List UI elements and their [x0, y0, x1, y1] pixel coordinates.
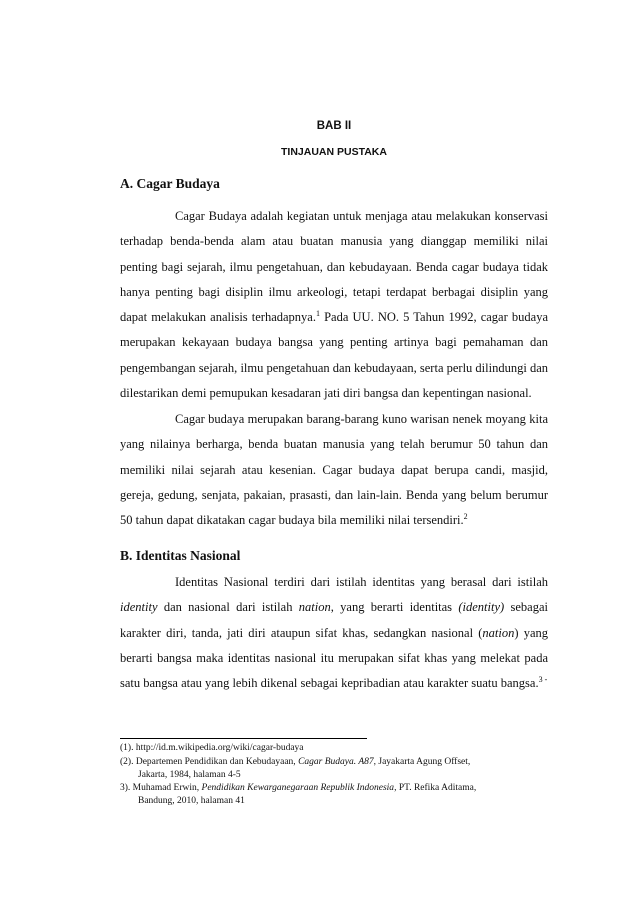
footnote-text-continued: Bandung, 2010, halaman 41 [138, 795, 245, 806]
footnote-text: , PT. Refika Aditama, [394, 783, 477, 793]
paragraph-cagar-budaya-1 [120, 204, 548, 406]
paragraph-text-tail: Pada UU. NO. 5 Tahun 1992, cagar budaya merupakan kekayaan budaya bangsa yang penting artinya bagi pemahaman dan pengembangan sejarah, ilmu pengetahuan dan kebudayaan, serta perlu dilindungi dan dilestarikan demi pemupukan kesadaran jati diri bangsa dan kepentingan nasional. [120, 310, 548, 401]
footnote-text: , Jayakarta Agung Offset, [373, 757, 471, 767]
footnote-title: Cagar Budaya. A87 [298, 757, 374, 767]
paragraph-text: dan nasional dari istilah [157, 600, 299, 615]
footnote-3 [120, 782, 550, 807]
footnote-text: (2). Departemen Pendidikan dan Kebudayaan, [120, 757, 299, 767]
chapter-title: TINJAUAN PUSTAKA [281, 146, 387, 158]
term-identity: identity [120, 600, 158, 615]
footnote-ref-1: 1 [315, 309, 320, 319]
section-heading-b: B. Identitas Nasional [120, 548, 241, 563]
chapter-number: BAB II [316, 120, 352, 132]
footnote-1 [120, 742, 550, 755]
paragraph-text: Cagar Budaya adalah kegiatan untuk menjaga atau melakukan konservasi terhadap benda-benda alam atau buatan manusia yang dianggap memiliki nilai penting bagi sejarah, ilmu pengetahuan, dan kebudayaan. Benda cagar budaya tidak hanya penting bagi disiplin ilmu arkeologi, tetapi terdapat berbagai disiplin yang dapat melakukan analisis terhadapnya. [120, 209, 548, 325]
footnote-text: 3). Muhamad Erwin, [120, 783, 202, 793]
paragraph-text: sebagai karakter diri, tanda, jati diri ataupun sifat khas, sedangkan nasional ( [120, 600, 548, 640]
paragraph-text: Cagar budaya merupakan barang-barang kuno warisan nenek moyang kita yang nilainya berharga, benda buatan manusia yang telah berumur 50 tahun dan memiliki nilai sejarah atau kesenian. Cagar budaya dapat berupa candi, masjid, gereja, gedung, senjata, pakaian, prasasti, dan lain-lain. Benda yang belum berumur 50 tahun dapat dikatakan cagar budaya bila memiliki nilai tersendiri. [120, 412, 548, 528]
paragraph-text: ) yang berarti bangsa maka identitas nasional itu merupakan sifat khas yang melekat pada satu bangsa atau yang lebih dikenal sebagai kepribadian atau karakter suatu bangsa. [120, 625, 548, 691]
term-nation-2: nation [482, 625, 515, 640]
paragraph-text: , yang berarti identitas [330, 600, 459, 615]
footnote-text: (1). http://id.m.wikipedia.org/wiki/cagar-budaya [120, 743, 304, 753]
footnote-title: Pendidikan Kewarganegaraan Republik Indonesia [201, 783, 395, 793]
term-identity-paren: (identity) [458, 600, 505, 615]
footnote-ref-3: 3 - [538, 675, 548, 685]
section-heading-a: A. Cagar Budaya [120, 176, 220, 191]
paragraph-text: Identitas Nasional terdiri dari istilah identitas yang berasal dari istilah [175, 575, 548, 589]
paragraph-cagar-budaya-2 [120, 407, 548, 533]
paragraph-identitas-nasional [120, 570, 548, 696]
footnote-ref-2: 2 [463, 512, 468, 522]
footnote-divider [120, 738, 367, 739]
term-nation: nation [298, 600, 331, 615]
footnote-2 [120, 756, 550, 781]
footnote-text-continued: Jakarta, 1984, halaman 4-5 [138, 769, 241, 780]
